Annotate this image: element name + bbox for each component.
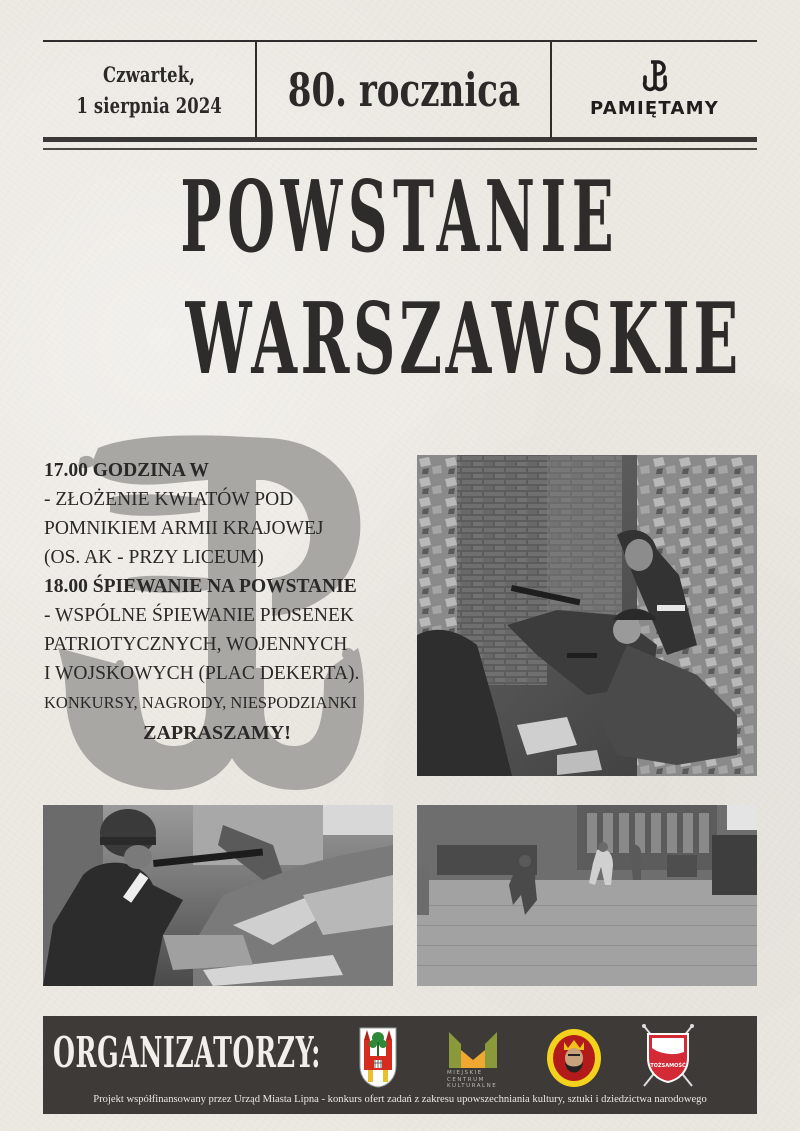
event-date-text: 1 sierpnia 2024: [76, 92, 222, 118]
invitation-text: ZAPRASZAMY!: [143, 722, 291, 744]
remember-label: PAMIĘTAMY: [590, 98, 719, 119]
schedule-line: - WSPÓLNE ŚPIEWANIE PIOSENEK: [44, 605, 355, 626]
tozsamosc-shield-logo: [638, 1022, 698, 1090]
header-bottom-thick-rule: [43, 137, 757, 142]
mck-m-icon: [443, 1030, 503, 1070]
photo-insurgents-behind-brick-wall: [417, 455, 757, 776]
organizers-band: [43, 1016, 757, 1114]
event-date: [43, 42, 255, 137]
schedule-line: - ZŁOŻENIE KWIATÓW POD: [44, 489, 294, 510]
lipno-coat-of-arms-logo: [358, 1026, 398, 1088]
photo-helmeted-soldier-aiming-rifle: [43, 805, 393, 986]
event-day: Czwartek,: [102, 61, 196, 87]
event-schedule: [44, 456, 404, 748]
header-bottom-thin-rule: [43, 148, 757, 150]
schedule-line: (OS. AK - PRZY LICEUM): [44, 547, 264, 568]
schedule-line: I WOJSKOWYCH (PLAC DEKERTA).: [44, 663, 360, 684]
schedule-line: 17.00 GODZINA W: [44, 460, 209, 481]
kotwica-anchor-icon: [642, 60, 668, 92]
anniversary-text: 80. rocznica: [287, 62, 520, 117]
remember-block: [552, 42, 757, 137]
funding-note: Projekt współfinansowany przez Urząd Miasta Lipna - konkurs ofert zadań z zakresu upowszechniania kultury, sztuki i dziedzictwa narodowego: [93, 1094, 707, 1105]
schedule-line: KONKURSY, NAGRODY, NIESPODZIANKI: [44, 693, 357, 712]
svg-text:TOŻSAMOŚĆ: TOŻSAMOŚĆ: [650, 1063, 686, 1069]
schedule-line: 18.00 ŚPIEWANIE NA POWSTANIE: [44, 576, 357, 597]
schedule-line: POMNIKIEM ARMII KRAJOWEJ: [44, 518, 324, 539]
miejskie-centrum-kulturalne-logo: MIEJSKIE CENTRUM KULTURALNE: [443, 1030, 503, 1092]
bractwo-king-emblem-logo: [546, 1028, 602, 1088]
main-title-line2: WARSZAWSKIE: [185, 282, 742, 397]
main-title-line1: POWSTANIE: [180, 160, 620, 275]
photo-soldiers-running-across-street: [417, 805, 757, 986]
organizers-title: ORGANIZATORZY:: [53, 1028, 321, 1077]
anniversary: [257, 42, 550, 137]
schedule-line: PATRIOTYCZNYCH, WOJENNYCH: [44, 634, 348, 655]
